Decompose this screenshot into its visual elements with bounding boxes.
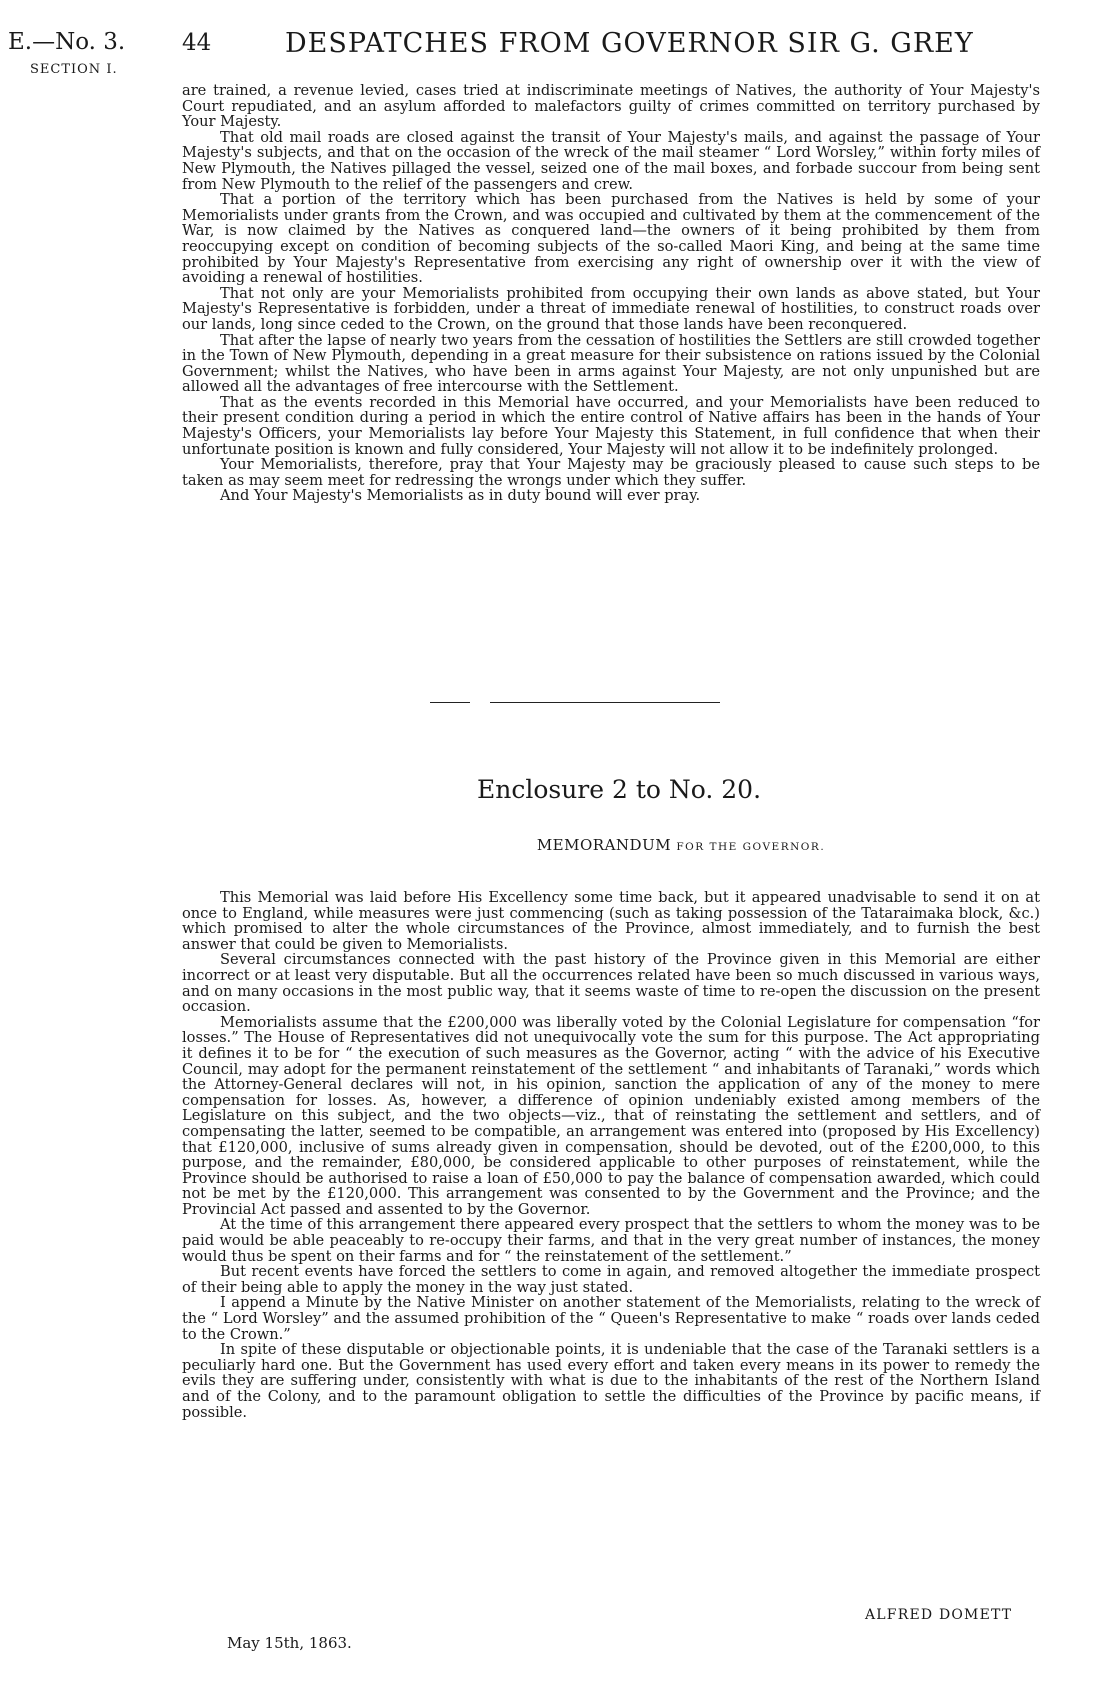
- memorial-paragraph: Your Memorialists, therefore, pray that Your Majesty may be graciously pleased to cause such steps to be taken as may seem meet for redressing the wrongs under which they suffer.: [182, 456, 1040, 489]
- memorial-paragraph: That after the lapse of nearly two years from the cessation of hostilities the Settlers are still crowded together in the Town of New Plymouth, depending in a great measure for their subsistence on rations issued by the Colonial Government; whilst the Natives, who have been in arms against Your Majesty, are not only unpunished but are allowed all the advantages of free intercourse with the Settlement.: [182, 331, 1040, 396]
- memorial-paragraph: That old mail roads are closed against the transit of Your Majesty's mails, and against the passage of Your Majesty's subjects, and that on the occasion of the wreck of the mail steamer “ Lord Worsley,” within forty miles of New Plymouth, the Natives pillaged the vessel, seized one of the mail boxes, and forbade succour from being sent from New Plymouth to the relief of the passengers and crew.: [182, 128, 1040, 193]
- memorandum-paragraph: At the time of this arrangement there appeared every prospect that the settlers to whom the money was to be paid would be able peaceably to re-occupy their farms, and that in the very great number of instances, the money would thus be spent on their farms and for “ the reinstatement of the settlement.”: [182, 1216, 1040, 1265]
- section-divider-left: [430, 702, 470, 703]
- memorial-continuation: [182, 83, 1040, 504]
- signature: ALFRED DOMETT: [865, 1607, 1013, 1623]
- memorandum-date: May 15th, 1863.: [227, 1634, 352, 1652]
- memorandum-paragraph: But recent events have forced the settlers to come in again, and removed altogether the immediate prospect of their being able to apply the money in the way just stated.: [182, 1263, 1040, 1296]
- memorandum-paragraph: Several circumstances connected with the past history of the Province given in this Memorial are either incorrect or at least very disputable. But all the occurrences related have been so much discussed in various ways, and on many occasions in the most public way, that it seems waste of time to re-open the discussion on the present occasion.: [182, 951, 1040, 1016]
- memorandum-title: [0, 836, 1114, 854]
- memorandum-paragraph: This Memorial was laid before His Excellency some time back, but it appeared unadvisable to send it on at once to England, while measures were just commencing (such as taking possession of the Tataraimaka block, &c.) which promised to alter the whole circumstances of the Province, almost immediately, and to furnish the best answer that could be given to Memorialists.: [182, 889, 1040, 953]
- memorandum-title-main: MEMORANDUM: [536, 836, 672, 854]
- enclosure-heading-text: Enclosure 2 to No. 20.: [476, 775, 762, 804]
- memorandum-title-suffix: FOR THE GOVERNOR.: [676, 841, 826, 853]
- memorial-paragraph: That not only are your Memorialists prohibited from occupying their own lands as above stated, but Your Majesty's Representative is forbidden, under a threat of immediate renewal of hostilities, to construct roads over our lands, long since ceded to the Crown, on the ground that those lands have been reconquered.: [182, 284, 1040, 333]
- memorial-paragraph: are trained, a revenue levied, cases tried at indiscriminate meetings of Natives, the authority of Your Majesty's Court repudiated, and an asylum afforded to malefactors guilty of crimes committed on territory purchased by Your Majesty.: [182, 82, 1040, 131]
- memorandum-paragraph: In spite of these disputable or objectionable points, it is undeniable that the case of the Taranaki settlers is a peculiarly hard one. But the Government has used every effort and taken every means in its power to remedy the evils they are suffering under, consistently with what is due to the inhabitants of the rest of the Northern Island and of the Colony, and to the paramount obligation to settle the difficulties of the Province by pacific means, if possible.: [182, 1341, 1040, 1421]
- section-divider: [490, 702, 720, 703]
- memorial-paragraph: That as the events recorded in this Memorial have occurred, and your Memorialists have been reduced to their present condition during a period in which the entire control of Native affairs has been in the hands of Your Majesty's Officers, your Memorialists lay before Your Majesty this Statement, in full confidence that when their unfortunate position is known and fully considered, Your Majesty will not allow it to be indefinitely prolonged.: [182, 393, 1040, 458]
- memorial-paragraph: That a portion of the territory which has been purchased from the Natives is held by some of your Memorialists under grants from the Crown, and was occupied and cultivated by them at the commencement of the War, is now claimed by the Natives as conquered land—the owners of it being prohibited by them from reoccupying except on condition of becoming subjects of the so-called Maori King, and being at the same time prohibited by Your Majesty's Representative from exercising any right of ownership over it with the view of avoiding a renewal of hostilities.: [182, 191, 1040, 287]
- document-reference: E.—No. 3.: [8, 29, 126, 55]
- memorandum-body: [182, 890, 1040, 1420]
- running-title: DESPATCHES FROM GOVERNOR SIR G. GREY: [285, 28, 974, 59]
- page-number: 44: [182, 30, 212, 56]
- memorandum-paragraph: Memorialists assume that the £200,000 was liberally voted by the Colonial Legislature for compensation “for losses.” The House of Representatives did not unequivocally vote the sum for this purpose. The Act appropriating it defines it to be for “ the execution of such measures as the Governor, acting “ with the advice of his Executive Council, may adopt for the permanent reinstatement of the settlement “ and inhabitants of Taranaki,” words which the Attorney-General declares will not, in his opinion, sanction the application of any of the money to mere compensation for losses. As, however, a difference of opinion undeniably existed among members of the Legislature on this subject, and the two objects—viz., that of reinstating the settlement and settlers, and of compensating the latter, seemed to be compatible, an arrangement was entered into (proposed by His Excellency) that £120,000, inclusive of sums already given in compensation, should be devoted, out of the £200,000, to this purpose, and the remainder, £80,000, be considered applicable to other purposes of reinstatement, while the Province should be authorised to raise a loan of £50,000 to pay the balance of compensation awarded, which could not be met by the £120,000. This arrangement was consented to by the Government and the Province; and the Provincial Act passed and assented to by the Governor.: [182, 1013, 1040, 1218]
- enclosure-heading: [0, 775, 1114, 804]
- memorandum-paragraph: I append a Minute by the Native Minister on another statement of the Memorialists, relating to the wreck of the “ Lord Worsley” and the assumed prohibition of the “ Queen's Representative to make “ roads over lands ceded to the Crown.”: [182, 1294, 1040, 1343]
- section-label: SECTION I.: [30, 62, 118, 77]
- memorial-paragraph: And Your Majesty's Memorialists as in duty bound will ever pray.: [220, 487, 701, 505]
